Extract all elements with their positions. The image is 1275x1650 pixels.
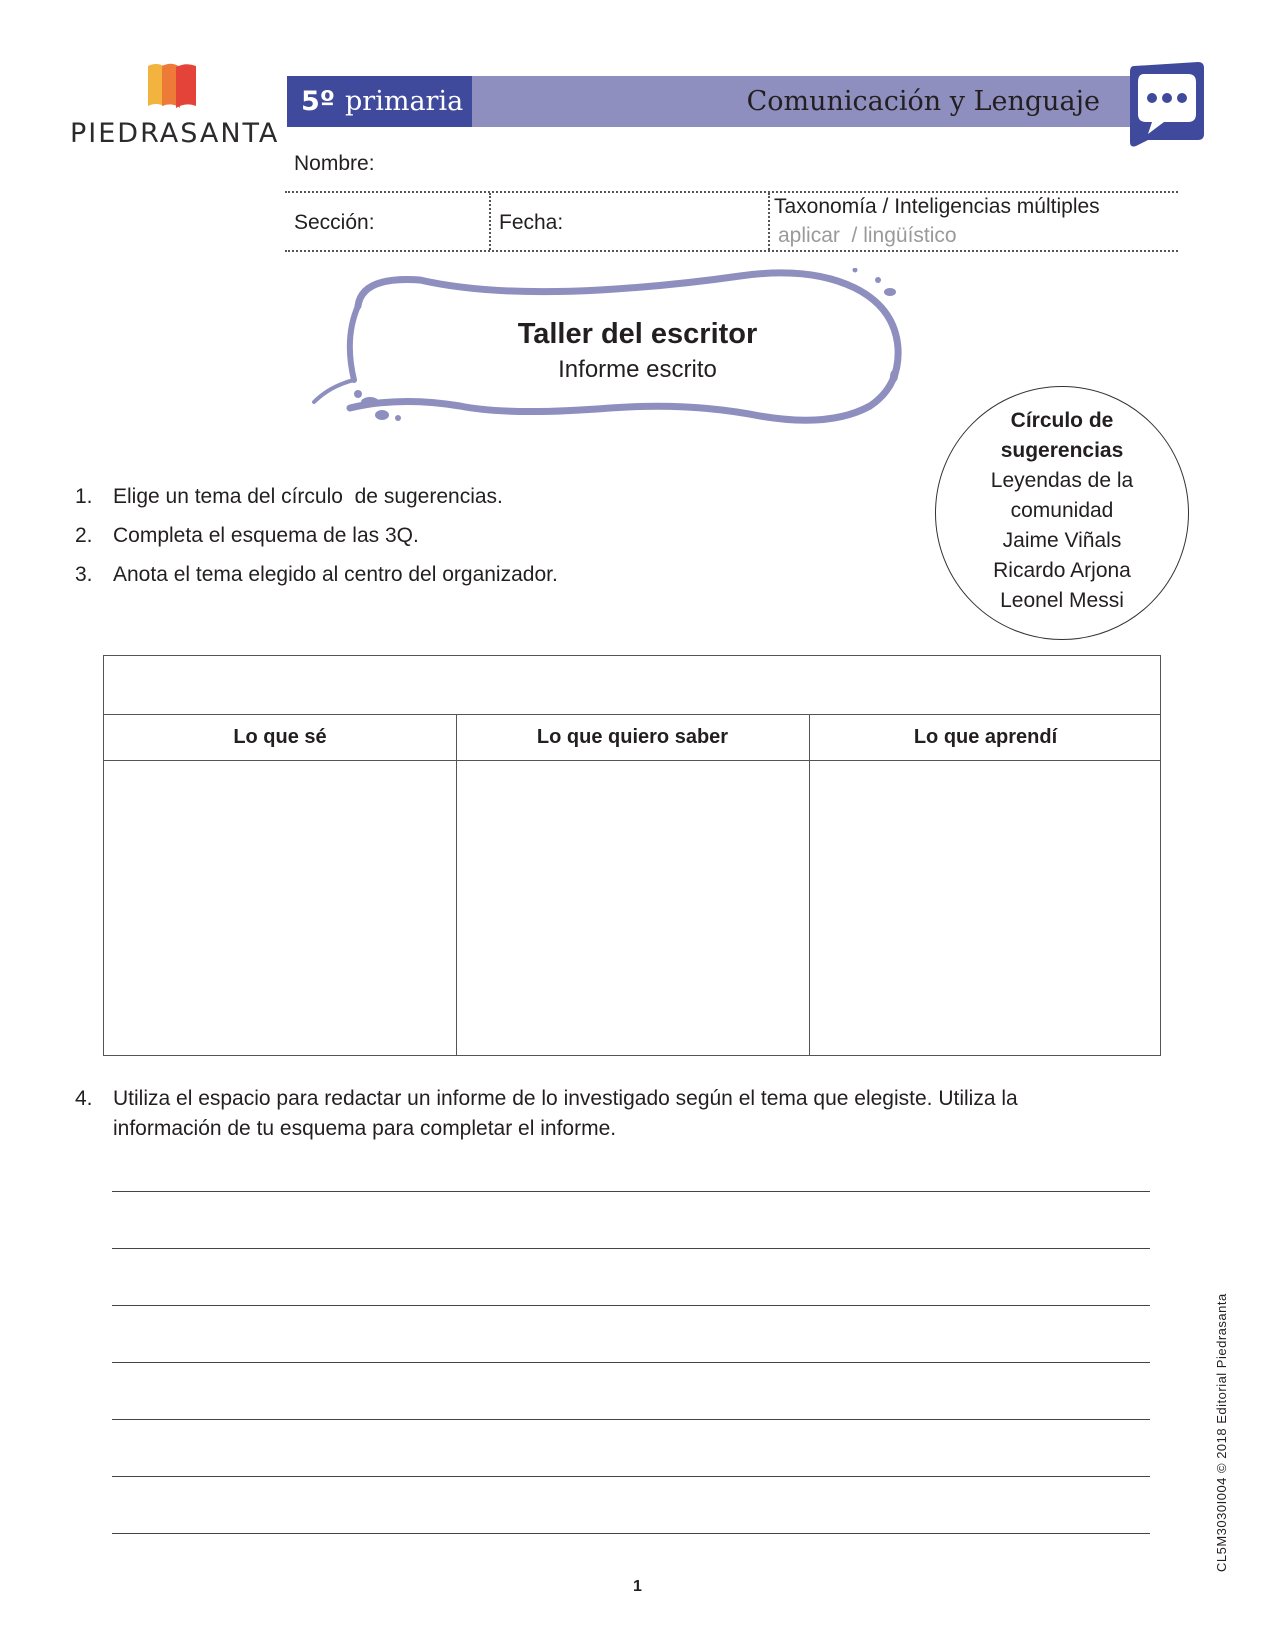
instruction-number: 3. (75, 563, 93, 586)
want-cell[interactable] (458, 762, 807, 1054)
grade-label: primaria (345, 86, 464, 117)
suggestion-item: Leyendas de la (990, 469, 1134, 492)
speech-bubble-icon (1124, 60, 1208, 150)
instruction-text: Completa el esquema de las 3Q. (113, 524, 419, 547)
taxonomy-value: aplicar / lingüístico (778, 224, 957, 247)
column-header-learned: Lo que aprendí (913, 726, 1058, 748)
divider (489, 193, 491, 250)
writing-line[interactable] (112, 1419, 1150, 1420)
instruction-number: 4. (75, 1087, 93, 1110)
date-label: Fecha: (499, 211, 564, 234)
writing-line[interactable] (112, 1191, 1150, 1192)
suggestion-item: Leonel Messi (1000, 589, 1124, 612)
taxonomy-label: Taxonomía / Inteligencias múltiples (774, 195, 1100, 218)
title-cloud-frame (310, 268, 920, 438)
suggestion-item: Jaime Viñals (1002, 529, 1122, 552)
column-header-know: Lo que sé (233, 726, 327, 748)
topic-field[interactable] (104, 656, 1160, 714)
writing-line[interactable] (112, 1248, 1150, 1249)
section-label: Sección: (294, 211, 375, 234)
instruction-text: Anota el tema elegido al centro del organizador. (113, 563, 558, 586)
grade-number: 5º (301, 86, 336, 117)
writing-line[interactable] (112, 1362, 1150, 1363)
page-title: Taller del escritor (517, 318, 758, 350)
page-number: 1 (633, 1578, 642, 1595)
kwl-organizer-table (103, 655, 1161, 1056)
instruction-number: 2. (75, 524, 93, 547)
page-subtitle: Informe escrito (558, 356, 717, 383)
writing-line[interactable] (112, 1476, 1150, 1477)
suggestion-item: comunidad (1010, 499, 1114, 522)
learned-cell[interactable] (811, 762, 1160, 1054)
writing-line[interactable] (112, 1533, 1150, 1534)
divider (285, 191, 1178, 193)
suggestions-title (935, 406, 1189, 466)
divider (768, 193, 770, 250)
copyright-code: CL5M3030I004 © 2018 Editorial Piedrasanta (1214, 1293, 1229, 1572)
name-label: Nombre: (294, 152, 375, 175)
instruction-number: 1. (75, 485, 93, 508)
subject-title: Comunicación y Lenguaje (746, 86, 1100, 117)
brand-logo-text: PIEDRASANTA (70, 118, 280, 149)
table-divider (809, 714, 810, 1055)
instruction-text: Elige un tema del círculo de sugerencias. (113, 485, 503, 508)
suggestion-item: Ricardo Arjona (993, 559, 1131, 582)
divider (285, 250, 1178, 252)
table-divider (456, 714, 457, 1055)
name-field[interactable] (294, 148, 1174, 188)
suggestions-title-line: Círculo de (1010, 409, 1114, 432)
table-divider (104, 760, 1160, 761)
know-cell[interactable] (104, 762, 454, 1054)
suggestions-list (935, 406, 1189, 616)
suggestions-title-line: sugerencias (1000, 439, 1124, 462)
column-header-want: Lo que quiero saber (536, 726, 729, 748)
piedrasanta-logo-icon (146, 62, 198, 112)
instruction-text: información de tu esquema para completar el informe. (113, 1117, 617, 1140)
grade-badge (287, 76, 472, 127)
instruction-text: Utiliza el espacio para redactar un informe de lo investigado según el tema que elegiste. Utiliza la (113, 1087, 1018, 1110)
writing-line[interactable] (112, 1305, 1150, 1306)
